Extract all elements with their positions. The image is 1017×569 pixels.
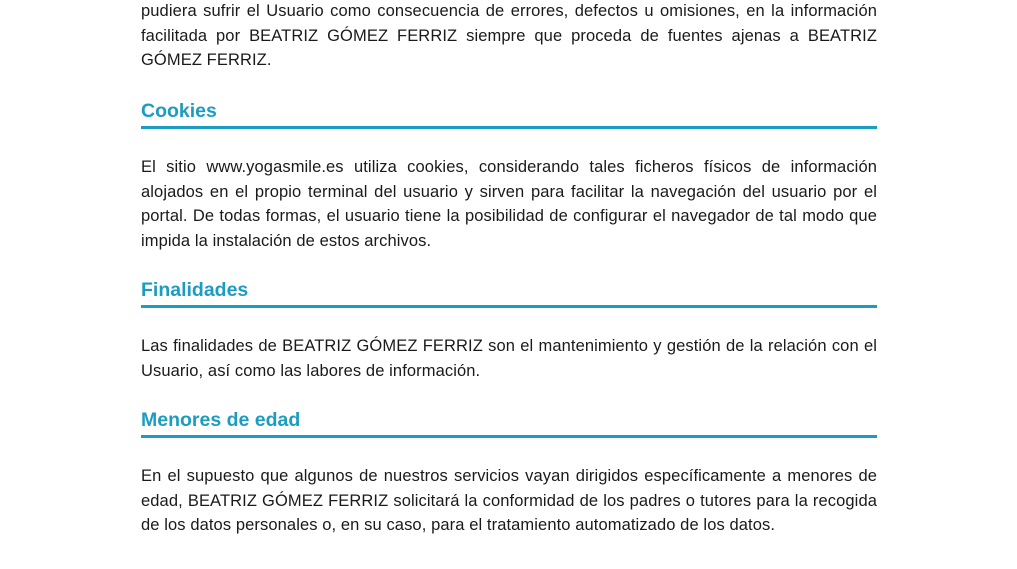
section-body-finalidades: Las finalidades de BEATRIZ GÓMEZ FERRIZ son el mantenimiento y gestión de la relación con el Usuario, así como las labores de información. (141, 337, 877, 380)
section-heading-finalidades: Finalidades (141, 277, 877, 308)
section-heading-menores-de-edad: Menores de edad (141, 407, 877, 438)
section-finalidades (141, 277, 877, 383)
section-body-menores-de-edad: En el supuesto que algunos de nuestros servicios vayan dirigidos específicamente a menores de edad, BEATRIZ GÓMEZ FERRIZ solicitará la conformidad de los padres o tutores para la recogida de los datos personales o, en su caso, para el tratamiento automatizado de los datos. (141, 467, 877, 534)
intro-paragraph: pudiera sufrir el Usuario como consecuencia de errores, defectos u omisiones, en la información facilitada por BEATRIZ GÓMEZ FERRIZ siempre que proceda de fuentes ajenas a BEATRIZ GÓMEZ FERRIZ. (141, 2, 877, 69)
section-cookies (141, 98, 877, 253)
section-menores-de-edad (141, 407, 877, 538)
section-heading-cookies: Cookies (141, 98, 877, 129)
section-body-cookies: El sitio www.yogasmile.es utiliza cookies, considerando tales ficheros físicos de información alojados en el propio terminal del usuario y sirven para facilitar la navegación del usuario por el portal. De todas formas, el usuario tiene la posibilidad de configurar el navegador de tal modo que impida la instalación de estos archivos. (141, 158, 877, 250)
